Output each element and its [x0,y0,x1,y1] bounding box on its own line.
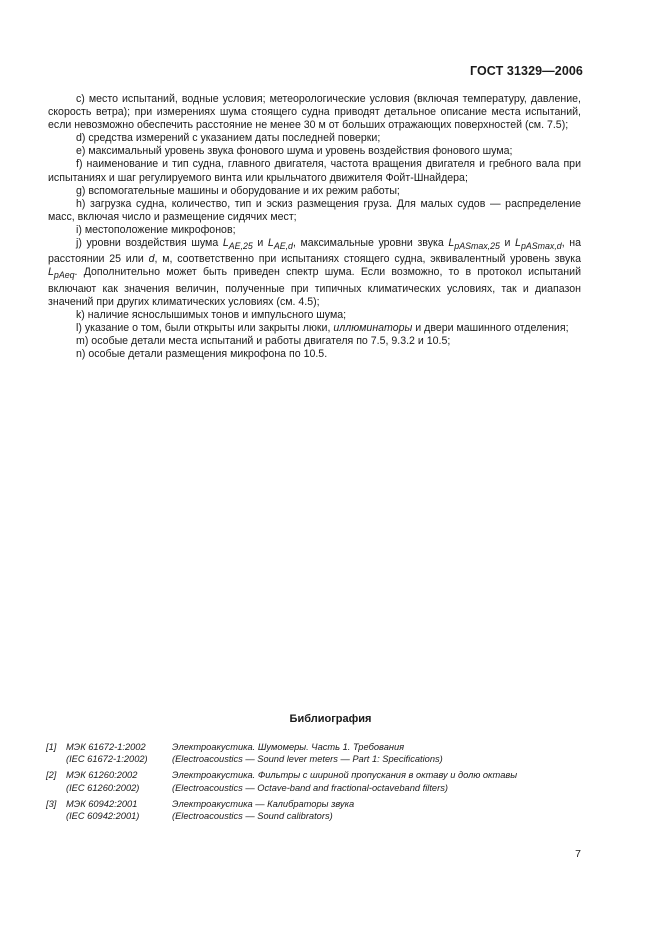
list-item-e: e) максимальный уровень звука фонового шума и уровень воздействия фонового шума; [76,145,513,158]
bibliography-entry [46,741,586,765]
list-item-f: f) наименование и тип судна, главного двигателя, частота вращения двигателя и гребного вала при испытаниях и шаг регулируемого винта или крыльчатого движителя Фойт-Шнайдера; [48,158,581,184]
bibliography-entry [46,798,586,822]
document-code-header: ГОСТ 31329—2006 [469,64,583,78]
entry-titles: Электроакустика. Шумомеры. Часть 1. Требования (Electroacoustics — Sound lever meters — Part 1: Specifications) [172,742,443,765]
bibliography-list [46,741,586,826]
entry-titles: Электроакустика. Фильтры с шириной пропускания в октаву и долю октавы (Electroacoustics — Octave-band and fractional-octaveband filters) [172,770,518,793]
report-requirements-list [48,93,581,361]
entry-standard-codes: МЭК 61672-1:2002 (IEC 61672-1:2002) [66,742,148,765]
bibliography-title: Библиография [289,713,372,725]
list-item-j: j) уровни воздействия шума $L_{AE,25}$ и $L_{AE,d}$, максимальные уровни звука $L_{pASmax,25}$ и $L_{pASmax,d}$, на расстоянии 25 или d, м, соответственно при испытаниях стоящего судна, эквивалентный уровень звука $L_{pAeq}$. Дополнительно может быть приведен спектр шума. Если возможно, то в протокол испытаний включают как значения величин, полученные при типичных климатических условиях, так и диапазон значений при других климатических условиях (см. 4.5); [48,237,581,308]
bibliography-entry [46,769,586,793]
list-item-m: m) особые детали места испытаний и работы двигателя по 7.5, 9.3.2 и 10.5; [76,334,451,347]
list-item-c: c) место испытаний, водные условия; метеорологические условия (включая температуру, давление, скорость ветра); при измерениях шума стоящего судна приводят детальное описание места испытаний, если невозможно обеспечить расстояние не менее 30 м от больших отражающих поверхностей (см. 7.5); [48,93,581,132]
entry-number: [3] [46,798,57,809]
page-number: 7 [575,848,581,860]
list-item-n: n) особые детали размещения микрофона по 10.5. [76,348,328,360]
list-item-k: k) наличие яснослышимых тонов и импульсного шума; [76,308,347,321]
list-item-d: d) средства измерений с указанием даты последней поверки; [76,132,381,145]
entry-number: [1] [46,742,57,752]
entry-standard-codes: МЭК 61260:2002 (IEC 61260:2002) [66,770,140,793]
entry-standard-codes: МЭК 60942:2001 (IEC 60942:2001) [66,798,140,822]
entry-titles: Электроакустика — Калибраторы звука (Electroacoustics — Sound calibrators) [172,798,355,822]
list-item-l: l) указание о том, были открыты или закрыты люки, иллюминаторы и двери машинного отделения; [76,321,569,334]
list-item-h: h) загрузка судна, количество, тип и эскиз размещения груза. Для малых судов — распределение масс, включая число и размещение сидячих мест; [48,197,581,223]
entry-number: [2] [46,770,57,781]
list-item-g: g) вспомогательные машины и оборудование и их режим работы; [76,184,400,197]
list-item-i: i) местоположение микрофонов; [76,223,236,236]
